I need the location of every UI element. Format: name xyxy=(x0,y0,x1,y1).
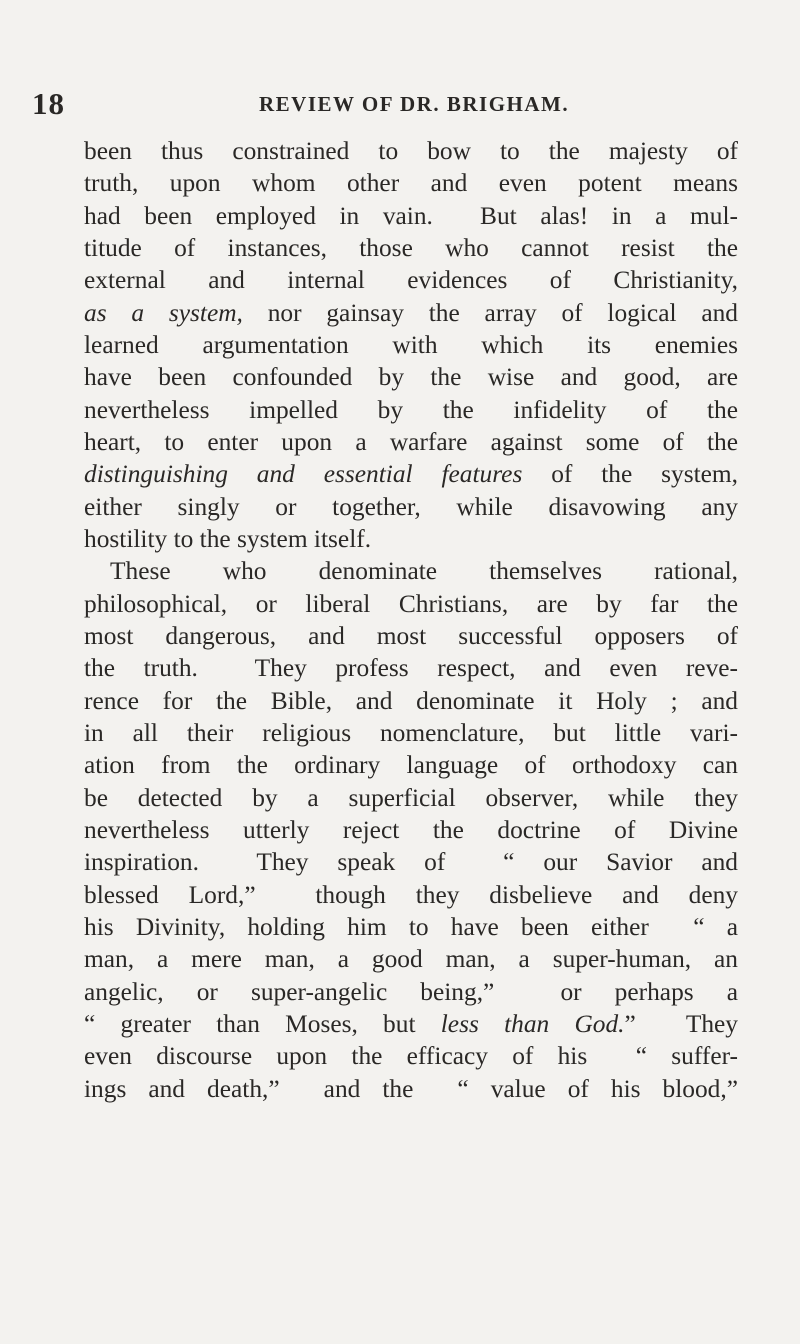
text-segment: These who denominate themselves rational, xyxy=(110,557,738,586)
text-line xyxy=(84,394,738,426)
text-line xyxy=(84,782,738,814)
italic-text: distinguishing and essential features xyxy=(84,460,523,489)
text-line xyxy=(84,652,738,684)
text-line xyxy=(84,976,738,1008)
text-segment: most dangerous, and most successful opposers of xyxy=(84,621,738,650)
text-segment: nevertheless impelled by the infidelity of the xyxy=(84,395,738,424)
text-segment: nevertheless utterly reject the doctrine of Divine xyxy=(84,815,738,844)
text-line xyxy=(84,588,738,620)
text-segment: of the system, xyxy=(522,460,738,489)
text-line xyxy=(84,135,738,167)
text-line xyxy=(84,911,738,943)
text-segment: man, a mere man, a good man, a super-human, an xyxy=(84,945,738,974)
text-segment: been thus constrained to bow to the majesty of xyxy=(84,137,738,165)
running-head: REVIEW OF DR. BRIGHAM. xyxy=(259,92,570,116)
text-line xyxy=(84,297,738,329)
text-segment: philosophical, or liberal Christians, are by far the xyxy=(84,589,738,618)
italic-text: less than God. xyxy=(440,1009,625,1038)
text-segment: in all their religious nomenclature, but little vari- xyxy=(84,718,738,747)
text-segment: truth, upon whom other and even potent means xyxy=(84,169,738,198)
text-segment: either singly or together, while disavowing any xyxy=(84,492,738,521)
text-segment: had been employed in vain. But alas! in a mul- xyxy=(84,201,738,230)
text-line xyxy=(84,1073,738,1105)
text-line xyxy=(84,523,738,555)
text-segment: his Divinity, holding him to have been either “ a xyxy=(84,912,738,941)
text-segment: angelic, or super-angelic being,” or perhaps a xyxy=(84,977,738,1006)
text-segment: heart, to enter upon a warfare against some of the xyxy=(84,427,738,456)
text-line xyxy=(84,685,738,717)
text-line xyxy=(84,167,738,199)
text-line xyxy=(84,491,738,523)
text-segment: ings and death,” and the “ value of his blood,” xyxy=(84,1074,738,1103)
text-line xyxy=(84,620,738,652)
text-segment: learned argumentation with which its enemies xyxy=(84,330,738,359)
text-segment: titude of instances, those who cannot resist the xyxy=(84,233,738,262)
text-segment: ation from the ordinary language of orthodoxy can xyxy=(84,751,738,780)
text-segment: rence for the Bible, and denominate it Holy ; and xyxy=(84,686,738,715)
text-segment: inspiration. They speak of “ our Savior and xyxy=(84,848,738,877)
text-line xyxy=(84,1040,738,1072)
text-line xyxy=(84,846,738,878)
text-line xyxy=(110,555,738,587)
text-line xyxy=(84,749,738,781)
text-segment: have been confounded by the wise and good, are xyxy=(84,363,738,392)
text-segment: the truth. They profess respect, and even reve- xyxy=(84,654,738,683)
text-line xyxy=(84,361,738,393)
page-header xyxy=(32,86,772,126)
text-segment: external and internal evidences of Christianity, xyxy=(84,266,738,295)
text-line xyxy=(84,232,738,264)
text-line xyxy=(84,458,738,490)
text-segment: blessed Lord,” though they disbelieve and deny xyxy=(84,880,738,909)
text-line xyxy=(84,329,738,361)
text-line xyxy=(84,200,738,232)
text-segment: hostility to the system itself. xyxy=(84,524,372,553)
text-segment: be detected by a superficial observer, while they xyxy=(84,783,738,812)
text-segment: ” They xyxy=(624,1009,738,1038)
text-line xyxy=(84,426,738,458)
text-line xyxy=(84,879,738,911)
text-segment: even discourse upon the efficacy of his “ suffer- xyxy=(84,1042,738,1071)
text-line xyxy=(84,264,738,296)
text-line xyxy=(84,814,738,846)
text-segment: “ greater than Moses, but xyxy=(84,1009,441,1038)
text-line xyxy=(84,1008,738,1040)
text-line xyxy=(84,943,738,975)
italic-text: as a system, xyxy=(84,298,243,327)
text-line xyxy=(84,717,738,749)
page-number: 18 xyxy=(32,86,65,121)
text-segment: nor gainsay the array of logical and xyxy=(242,298,738,327)
